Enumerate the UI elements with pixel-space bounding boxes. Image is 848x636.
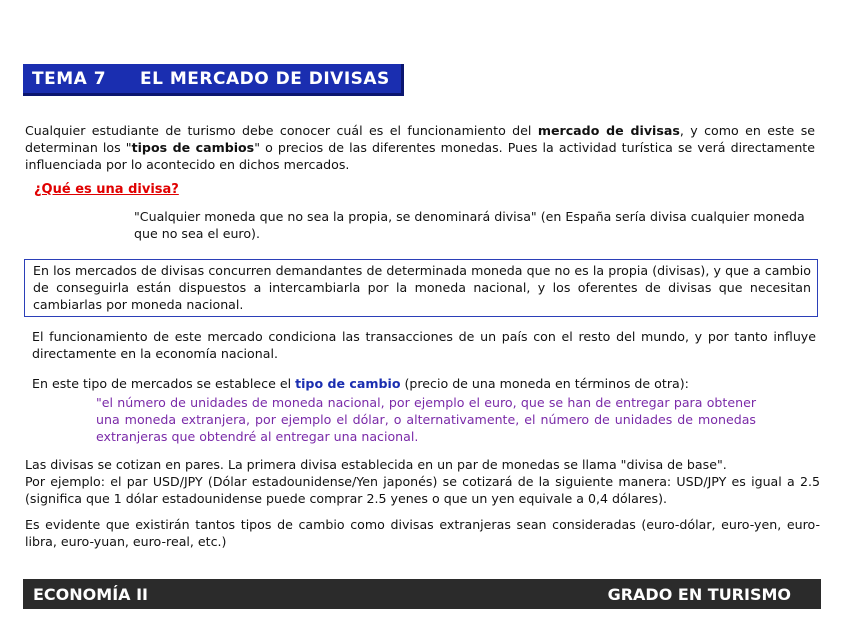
question-heading: ¿Qué es una divisa? xyxy=(34,182,179,197)
intro-text-2: , y como en este se determinan los " xyxy=(25,123,815,155)
boxed-paragraph: En los mercados de divisas concurren demandantes de determinada moneda que no es la propia (divisas), y que a cambio de conseguirla están dispuestos a intercambiarla por la moneda nacional, y los oferentes de divisas que necesitan cambiarlas por moneda nacional. xyxy=(24,259,818,317)
pairs-line-1: Las divisas se cotizan en pares. La primera divisa establecida en un par de monedas se llama "divisa de base". xyxy=(25,457,727,472)
footer-course: ECONOMÍA II xyxy=(33,584,148,604)
exchange-rate-intro xyxy=(32,375,816,392)
pairs-line-2: Por ejemplo: el par USD/JPY (Dólar estadounidense/Yen japonés) se cotizará de la siguiente manera: USD/JPY es igual a 2.5 (significa que 1 dólar estadounidense puede comprar 2.5 yenes o que un yen equivale a 0,4 dólares). xyxy=(25,474,820,506)
intro-paragraph xyxy=(25,122,815,173)
intro-bold-market: mercado de divisas xyxy=(537,123,680,138)
topic-number: TEMA 7 xyxy=(32,68,107,89)
closing-paragraph: Es evidente que existirán tantos tipos de cambio como divisas extranjeras sean consideradas (euro-dólar, euro-yen, euro-libra, euro-yuan, euro-real, etc.) xyxy=(25,517,820,549)
function-paragraph: El funcionamiento de este mercado condiciona las transacciones de un país con el resto del mundo, y por tanto influye directamente en la economía nacional. xyxy=(32,329,816,361)
intro-text-1: Cualquier estudiante de turismo debe conocer cuál es el funcionamiento del xyxy=(25,123,538,138)
topic-title: EL MERCADO DE DIVISAS xyxy=(140,68,390,89)
exchange-rate-definition: "el número de unidades de moneda nacional, por ejemplo el euro, que se han de entregar para obtener una moneda extranjera, por ejemplo el dólar, o alternativamente, el número de unidades de monedas extranjeras que obtendré al entregar una nacional. xyxy=(96,395,756,444)
footer-degree: GRADO EN TURISMO xyxy=(607,584,791,604)
pairs-paragraph xyxy=(25,456,820,507)
intro-text-3: " o precios de las diferentes monedas. Pues la actividad turística se verá directamente influenciada por lo acontecido en dichos mercados. xyxy=(25,140,815,172)
exchange-bold-term: tipo de cambio xyxy=(295,376,401,391)
exchange-text-2: (precio de una moneda en términos de otra): xyxy=(400,376,689,391)
footer-bar xyxy=(23,579,821,609)
definition-quote: "Cualquier moneda que no sea la propia, se denominará divisa" (en España sería divisa cualquier moneda que no sea el euro). xyxy=(134,209,805,241)
topic-title-bar xyxy=(23,64,404,96)
intro-bold-exchange: tipos de cambios xyxy=(131,140,255,155)
exchange-text-1: En este tipo de mercados se establece el xyxy=(32,376,296,391)
